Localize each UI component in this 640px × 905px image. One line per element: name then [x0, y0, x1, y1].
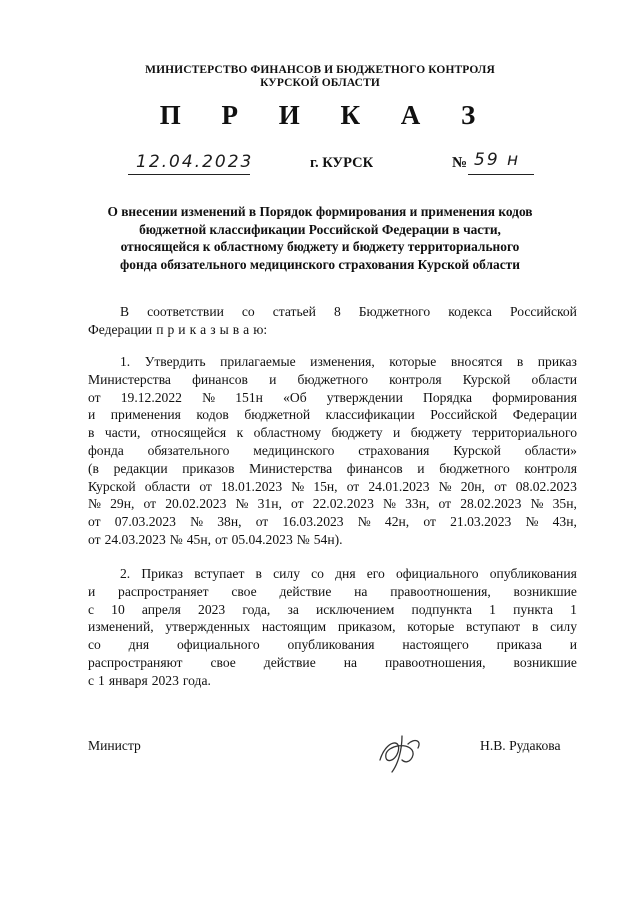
word: относящейся — [150, 425, 227, 441]
word: за — [287, 601, 299, 617]
text-line — [88, 424, 577, 442]
word: на — [354, 583, 368, 599]
text-line — [88, 636, 577, 654]
word: со — [311, 566, 324, 581]
word: апреля — [141, 601, 181, 617]
word: распространяют — [88, 654, 183, 670]
word: медицинского — [253, 442, 335, 458]
word: финансов — [192, 371, 248, 387]
text-line — [88, 672, 577, 690]
word: фонда — [88, 442, 124, 458]
word: Курской — [88, 478, 136, 494]
text-line — [88, 583, 577, 601]
word: и — [178, 321, 186, 337]
word: 15н, — [313, 478, 338, 494]
word: силу — [273, 566, 300, 581]
word: Российской — [509, 304, 577, 319]
word: 1 — [489, 601, 496, 617]
word: бюджетного — [297, 371, 369, 387]
word: официального — [176, 637, 260, 653]
word: опубликования — [489, 566, 577, 581]
word: от — [438, 496, 452, 512]
word: года, — [242, 601, 271, 617]
word: дня — [128, 637, 150, 653]
word: дня — [335, 566, 356, 581]
word: р — [167, 321, 175, 337]
word: 18.01.2023 — [220, 478, 283, 494]
word: 42н, — [384, 514, 410, 530]
word: изменений, — [88, 619, 154, 635]
word: приказом, — [337, 619, 396, 635]
word: и — [569, 637, 577, 653]
word: № — [190, 514, 204, 530]
word: утвержденных — [165, 619, 251, 635]
word: № — [169, 531, 183, 547]
word: «Об — [283, 389, 307, 405]
word: правоотношения, — [390, 583, 491, 599]
word: со — [88, 637, 101, 653]
word: настоящего — [402, 637, 469, 653]
subject-line: фонда обязательного медицинского страхования Курской области — [120, 256, 520, 272]
word: и — [269, 371, 277, 387]
word: 19.12.2022 — [120, 389, 182, 405]
word: 20.02.2023 — [165, 496, 227, 512]
word: приказ — [537, 354, 577, 369]
word: на — [343, 654, 358, 670]
subject-line: О внесении изменений в Порядок формирования и применения кодов — [107, 204, 533, 219]
order-subject-heading — [0, 203, 640, 273]
word: вступает — [194, 566, 245, 581]
word: от — [88, 389, 101, 405]
text-line — [88, 495, 577, 513]
word: от — [88, 514, 101, 530]
word: 2023 — [198, 601, 226, 617]
word: силу — [550, 619, 577, 635]
signatory-title: Министр — [88, 738, 141, 753]
word: и — [88, 583, 96, 599]
word: настоящим — [261, 619, 327, 635]
order-number-handwritten: 59 н — [474, 150, 521, 170]
word: распространяет — [118, 583, 209, 599]
word: Министерства — [88, 371, 171, 387]
word: 1 — [570, 601, 577, 617]
word: 151н — [235, 389, 263, 405]
word: от — [215, 531, 228, 547]
word: Бюджетного — [358, 304, 431, 319]
document-type-title: П Р И К А З — [159, 100, 493, 130]
word: подпункта — [411, 601, 473, 617]
word: свое — [210, 654, 236, 670]
word: правоотношения, — [384, 654, 486, 670]
word: Порядка — [423, 389, 473, 405]
word: Приказ — [141, 566, 184, 581]
word: исключением — [315, 601, 395, 617]
word: вступают — [466, 619, 521, 635]
word: соответствии — [147, 304, 224, 319]
ministry-line-1: МИНИСТЕРСТВО ФИНАНСОВ И БЮДЖЕТНОГО КОНТРОЛЯ — [145, 64, 495, 76]
text-line — [88, 303, 577, 321]
handwritten-signature-icon — [372, 730, 432, 774]
word: 35н, — [552, 496, 577, 512]
word: № — [296, 531, 310, 547]
text-line — [88, 531, 577, 549]
word: 05.04.2023 — [231, 531, 293, 547]
order-meta-row — [0, 150, 640, 184]
signatory-name: Н.В. Рудакова — [480, 738, 561, 753]
word: 22.02.2023 — [312, 496, 374, 512]
word: 1. — [120, 354, 131, 369]
word: ы — [219, 321, 229, 337]
order-number-sign: № — [452, 155, 468, 171]
word: областному — [253, 425, 322, 441]
word: 38н, — [217, 514, 242, 530]
word: финансов — [346, 460, 403, 476]
word: Федерации — [512, 407, 577, 423]
word: возникшие — [513, 583, 577, 599]
word: опубликования — [287, 637, 375, 653]
word: с — [88, 672, 95, 688]
word: изменения, — [310, 354, 375, 369]
word: от — [199, 478, 212, 494]
text-line — [88, 654, 577, 672]
word: в — [516, 354, 524, 369]
word: пункта — [513, 601, 553, 617]
word: контроля — [524, 460, 577, 476]
word: № — [202, 389, 216, 405]
date-underline — [128, 174, 250, 175]
word: от — [346, 478, 360, 494]
text-line — [88, 442, 577, 460]
word: 08.02.2023 — [515, 478, 577, 494]
word: № — [525, 514, 539, 530]
word: 45н, — [186, 531, 211, 547]
word: свое — [231, 583, 257, 599]
word: п — [156, 321, 164, 337]
word: № — [88, 496, 101, 512]
word: которые — [407, 619, 455, 635]
word: бюджету — [410, 425, 462, 441]
text-line — [88, 513, 577, 531]
word: в — [255, 566, 262, 581]
text-line — [88, 601, 577, 619]
word: 29н, — [110, 496, 135, 512]
word: 20н, — [460, 478, 485, 494]
word: бюджету — [331, 425, 383, 441]
word: Курской — [462, 371, 511, 387]
word: от — [423, 514, 436, 530]
word: и — [393, 425, 401, 441]
word: января — [108, 672, 148, 688]
word: к — [236, 425, 244, 441]
word: бюджетного — [439, 460, 510, 476]
word: № — [438, 478, 452, 494]
word: № — [383, 496, 396, 512]
paragraph-item-1 — [88, 353, 577, 549]
word: 31н, — [257, 496, 282, 512]
word: контроля — [389, 371, 442, 387]
word: 24.01.2023 — [368, 478, 430, 494]
word: его — [366, 566, 385, 581]
word: № — [530, 496, 544, 512]
word: от — [88, 531, 101, 547]
subject-line: относящейся к областному бюджету и бюджету территориального — [120, 239, 520, 254]
text-line — [88, 460, 577, 478]
word: области» — [524, 442, 577, 458]
text-line — [88, 321, 577, 339]
word: от — [494, 478, 507, 494]
word: бюджетной — [244, 407, 311, 423]
word: возникшие — [513, 654, 577, 670]
paragraph-intro — [88, 303, 577, 339]
word: 21.03.2023 — [450, 514, 512, 530]
word: № — [291, 478, 305, 494]
word: 33н, — [405, 496, 430, 512]
word: 54н). — [313, 531, 343, 547]
paragraph-item-2 — [88, 565, 577, 690]
word: от — [255, 514, 269, 530]
word: 28.02.2023 — [460, 496, 522, 512]
word: (в — [88, 460, 99, 476]
word: кодекса — [448, 304, 492, 319]
word: з — [210, 321, 216, 337]
word: приказа — [496, 637, 542, 653]
word: приказов — [182, 460, 235, 476]
word: обязательного — [147, 442, 230, 458]
word: № — [235, 496, 249, 512]
word: Курской — [453, 442, 501, 458]
word: утверждении — [326, 389, 403, 405]
word: кодов — [196, 407, 229, 423]
word: 24.03.2023 — [104, 531, 166, 547]
word: 43н, — [552, 514, 577, 530]
word: в — [232, 321, 240, 337]
word: вносятся — [450, 354, 503, 369]
word: а — [200, 321, 207, 337]
word: 8 — [333, 304, 341, 319]
word: 2. — [120, 566, 131, 581]
word: Федерации — [88, 321, 153, 337]
word: Российской — [430, 407, 498, 423]
ministry-line-2: КУРСКОЙ ОБЛАСТИ — [260, 77, 380, 89]
word: со — [241, 304, 255, 319]
word: прилагаемые — [220, 354, 296, 369]
word: В — [120, 304, 130, 319]
word: от — [291, 496, 304, 512]
word: 07.03.2023 — [114, 514, 176, 530]
word: в — [531, 619, 539, 635]
order-city: г. КУРСК — [310, 155, 374, 171]
word: области — [144, 478, 191, 494]
word: Утвердить — [144, 354, 206, 369]
number-underline — [468, 174, 534, 175]
word: от — [143, 496, 157, 512]
word: редакции — [113, 460, 168, 476]
word: Министерства — [249, 460, 333, 476]
ministry-header — [0, 64, 640, 90]
text-line — [88, 371, 577, 389]
word: статьей — [272, 304, 316, 319]
word: классификации — [325, 407, 415, 423]
text-line — [88, 406, 577, 424]
word: 16.03.2023 — [282, 514, 344, 530]
word: страхования — [358, 442, 430, 458]
word: ю: — [253, 321, 268, 337]
text-line — [88, 353, 577, 371]
word: действие — [263, 654, 316, 670]
word: официального — [395, 566, 479, 581]
word: и — [417, 460, 425, 476]
word: которые — [389, 354, 437, 369]
word: 1 — [98, 672, 105, 688]
word: области — [531, 371, 577, 387]
text-line — [88, 478, 577, 496]
word: применения — [110, 407, 181, 423]
word: территориального — [472, 425, 577, 441]
word: действие — [279, 583, 332, 599]
text-line — [88, 618, 577, 636]
text-line — [88, 565, 577, 583]
word: в — [88, 425, 95, 441]
subject-line: бюджетной классификации Российской Федерации в части, — [139, 221, 501, 237]
word: к — [189, 321, 197, 337]
word: 10 — [111, 601, 125, 617]
word: года. — [182, 672, 211, 688]
word: с — [88, 601, 95, 617]
word: 2023 — [151, 672, 179, 688]
word: № — [357, 514, 371, 530]
word: формирования — [492, 389, 577, 405]
word: и — [88, 407, 96, 423]
order-date-handwritten: 12.04.2023 — [136, 152, 254, 172]
word: а — [243, 321, 250, 337]
text-line — [88, 389, 577, 407]
signature-block — [0, 730, 640, 778]
word: части, — [104, 425, 141, 441]
